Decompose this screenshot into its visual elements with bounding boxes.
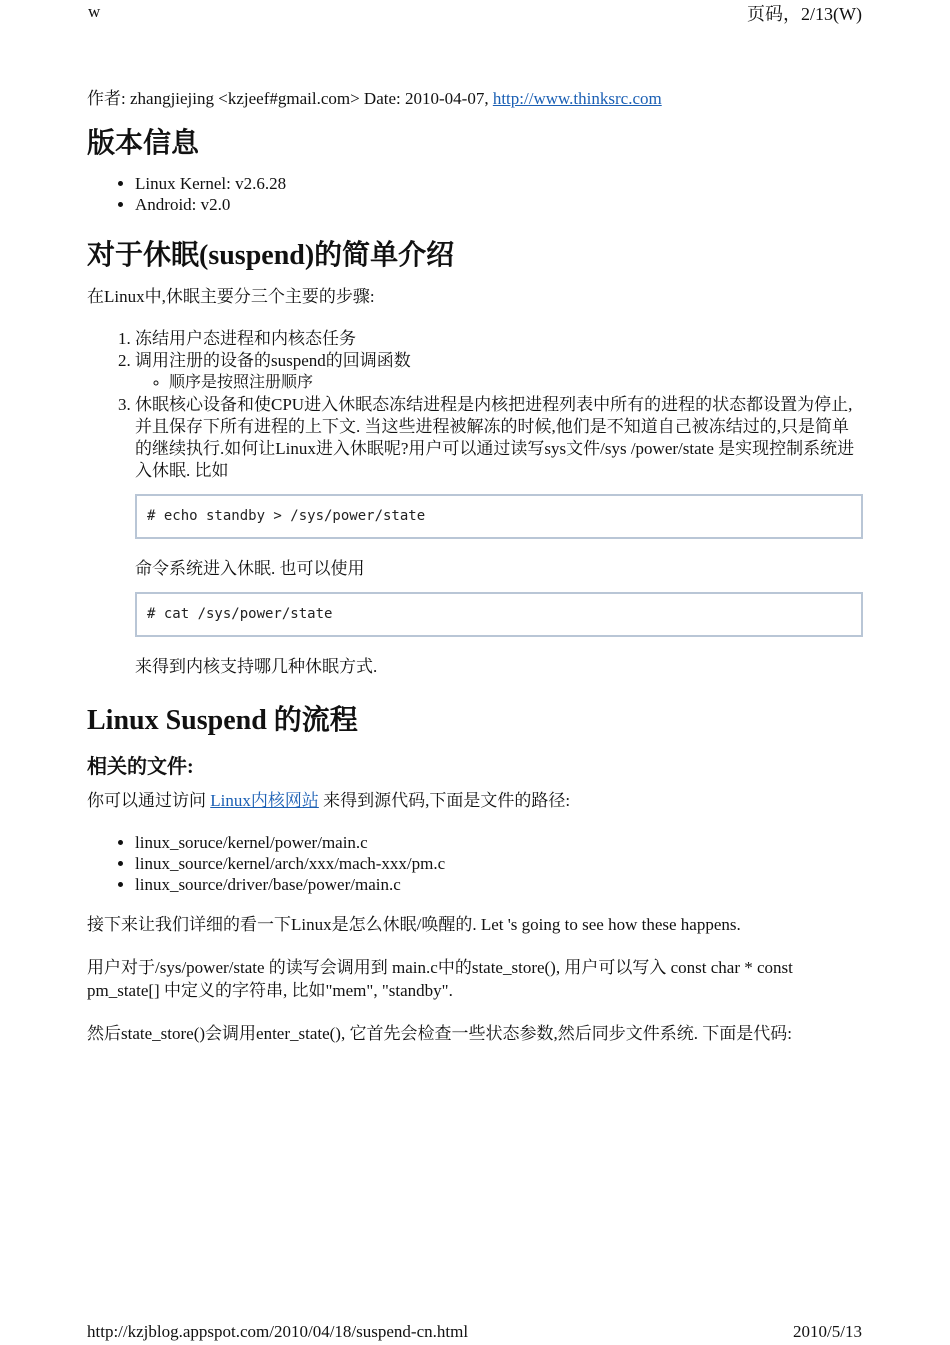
- list-item: [135, 394, 863, 678]
- sub-list: [135, 372, 863, 394]
- list-item: [135, 350, 863, 394]
- list-item: • linux_source/kernel/arch/xxx/mach-xxx/pm.c: [135, 853, 863, 874]
- paragraph: 命令系统进入休眠. 也可以使用: [135, 559, 365, 578]
- sub-list-item: ◦ 顺序是按照注册顺序: [169, 372, 863, 394]
- version-list: [87, 173, 863, 215]
- step-text: 休眠核心设备和使CPU进入休眠态冻结进程是内核把进程列表中所有的进程的状态都设置为停止,并且保存下所有进程的上下文. 当这些进程被解冻的时候,他们是不知道自己被冻结过的,只是简单的继续执行.如何让Linux进入休眠呢?用户可以通过读写sys文件/sys /power/state 是实现控制系统进入休眠. 比如: [135, 395, 855, 480]
- section-version-title: 版本信息: [87, 128, 200, 159]
- section-suspend-intro-title: 对于休眠(suspend)的简单介绍: [87, 240, 455, 271]
- code-block: # echo standby > /sys/power/state: [135, 494, 863, 539]
- paragraph: 用户对于/sys/power/state 的读写会调用到 main.c中的state_store(), 用户可以写入 const char * const pm_state[] 中定义的字符串, 比如"mem", "standby".: [87, 958, 793, 1000]
- paragraph: [87, 789, 863, 812]
- code-block: # cat /sys/power/state: [135, 592, 863, 637]
- document-body: [87, 84, 863, 1065]
- kernel-site-link[interactable]: Linux内核网站: [210, 791, 319, 810]
- list-item: • Linux Kernel: v2.6.28: [135, 173, 863, 194]
- steps-list: [87, 328, 863, 678]
- list-item: • linux_source/driver/base/power/main.c: [135, 874, 863, 895]
- page-number: 页码，2/13(W): [747, 4, 862, 24]
- list-item: • linux_soruce/kernel/power/main.c: [135, 832, 863, 853]
- text: 你可以通过访问: [87, 791, 211, 810]
- intro-paragraph: 在Linux中,休眠主要分三个主要的步骤:: [87, 287, 375, 306]
- author-text: 作者: zhangjiejing <kzjeef#gmail.com> Date: 2010-04-07,: [87, 89, 493, 108]
- section-flow-title: Linux Suspend 的流程: [87, 705, 358, 736]
- paragraph: 然后state_store()会调用enter_state(), 它首先会检查一些状态参数,然后同步文件系统. 下面是代码:: [87, 1024, 792, 1043]
- header-left: w: [88, 2, 101, 21]
- list-item: • Android: v2.0: [135, 194, 863, 215]
- section-files-subtitle: 相关的文件:: [87, 756, 194, 778]
- footer-date: 2010/5/13: [793, 1322, 862, 1341]
- list-item: 1. 冻结用户态进程和内核态任务: [135, 328, 863, 350]
- paragraph: 来得到内核支持哪几种休眠方式.: [135, 657, 378, 676]
- step-text: 调用注册的设备的suspend的回调函数: [135, 351, 411, 370]
- site-link[interactable]: http://www.thinksrc.com: [492, 89, 662, 108]
- paragraph: 接下来让我们详细的看一下Linux是怎么休眠/唤醒的. Let 's going to see how these happens.: [87, 915, 741, 934]
- text: 来得到源代码,下面是文件的路径:: [318, 791, 571, 810]
- file-list: [87, 832, 863, 895]
- author-line: [87, 84, 863, 109]
- footer-url: http://kzjblog.appspot.com/2010/04/18/suspend-cn.html: [87, 1322, 469, 1341]
